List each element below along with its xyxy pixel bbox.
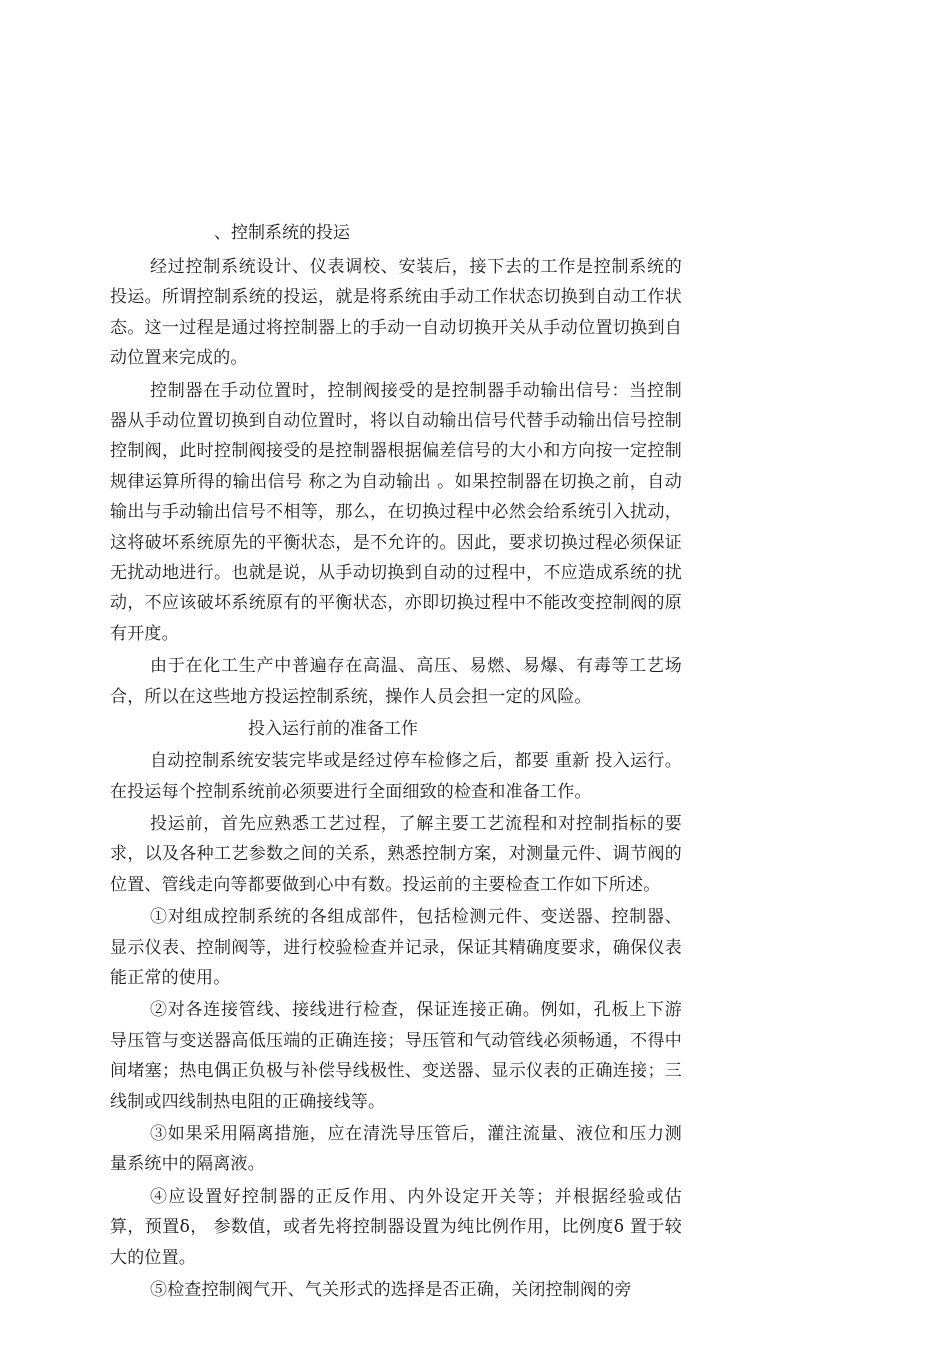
checklist-item-2: ②对各连接管线、接线进行检查，保证连接正确。例如，孔板上下游导压管与变送器高低压端的正确连接；导压管和气动管线必须畅通，不得中间堵塞；热电偶正负极与补偿导线极性、变送器、显示仪表的正确连接；三线制或四线制热电阻的正确接线等。 [110, 1000, 682, 1112]
checklist-item-4: ④应设置好控制器的正反作用、内外设定开关等；并根据经验或估算，预置δ， 参数值，或者先将控制器设置为纯比例作用，比例度δ 置于较大的位置。 [110, 1186, 682, 1268]
paragraph-intro: 经过控制系统设计、仪表调校、安装后，接下去的工作是控制系统的投运。所谓控制系统的投运，就是将系统由手动工作状态切换到自动工作状态。这一过程是通过将控制器上的手动一自动切换开关从手动位置切换到自动位置来完成的。 [110, 257, 682, 369]
section-title: 、控制系统的投运 [214, 223, 350, 243]
paragraph-restart: 自动控制系统安装完毕或是经过停车检修之后，都要 重新 投入运行。在投运每个控制系统前必须要进行全面细致的检查和准备工作。 [110, 751, 682, 802]
paragraph-risk: 由于在化工生产中普遍存在高温、高压、易燃、易爆、有毒等工艺场合，所以在这些地方投运控制系统，操作人员会担一定的风险。 [110, 656, 682, 707]
document-page [110, 218, 682, 1305]
checklist-item-3: ③如果采用隔离措施，应在清洗导压管后，灌注流量、液位和压力测量系统中的隔离液。 [110, 1123, 682, 1175]
paragraph-preparation: 投运前，首先应熟悉工艺过程，了解主要工艺流程和对控制指标的要求，以及各种工艺参数之间的关系，熟悉控制方案，对测量元件、调节阀的位置、管线走向等都要做到心中有数。投运前的主要检查工作如下所述。 [110, 813, 682, 895]
checklist-item-5: ⑤检查控制阀气开、气关形式的选择是否正确，关闭控制阀的旁 [150, 1280, 632, 1300]
paragraph-manual-auto: 控制器在手动位置时，控制阀接受的是控制器手动输出信号：当控制器从手动位置切换到自动位置时，将以自动输出信号代替手动输出信号控制控制阀，此时控制阀接受的是控制器根据偏差信号的大小和方向按一定控制规律运算所得的输出信号 称之为自动输出 。如果控制器在切换之前，自动输出与手动输出信号不相等，那么，在切换过程中必然会给系统引入扰动，这将破坏系统原先的平衡状态，是不允许的。因此，要求切换过程必须保证无扰动地进行。也就是说，从手动切换到自动的过程中，不应造成系统的扰动，不应该破坏系统原有的平衡状态，亦即切换过程中不能改变控制阀的原有开度。 [110, 380, 682, 644]
subsection-title: 投入运行前的准备工作 [248, 719, 418, 740]
checklist-item-1: ①对组成控制系统的各组成部件，包括检测元件、变送器、控制器、显示仪表、控制阀等，进行校验检查并记录，保证其精确度要求，确保仪表能正常的使用。 [110, 907, 682, 988]
